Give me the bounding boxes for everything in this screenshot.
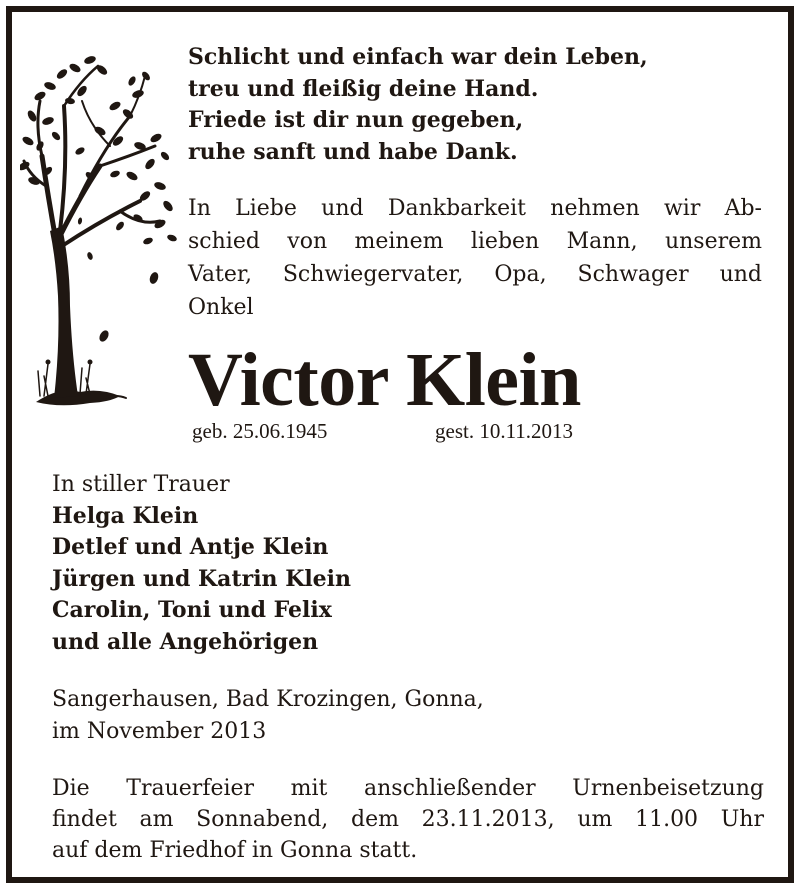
mourner-name: Jürgen und Katrin Klein xyxy=(52,565,352,592)
mourner-name: und alle Angehörigen xyxy=(52,628,319,655)
ceremony-line: auf dem Friedhof in Gonna statt. xyxy=(52,838,418,863)
mourner-name: Detlef und Antje Klein xyxy=(52,534,329,560)
ceremony-line: Die Trauerfeier mit anschließender Urnenbeisetzung xyxy=(52,776,764,801)
poem-line: Schlicht und einfach war dein Leben, xyxy=(188,44,648,70)
poem-line: treu und fleißig deine Hand. xyxy=(188,75,539,102)
mourner-name: Carolin, Toni und Felix xyxy=(52,597,332,623)
poem-line: Friede ist dir nun gegeben, xyxy=(188,107,524,133)
tree-icon xyxy=(20,46,180,416)
intro-line: schied von meinem lieben Mann, unserem xyxy=(188,229,762,254)
place-and-date xyxy=(52,684,612,748)
death-date: gest. 10.11.2013 xyxy=(435,419,574,443)
intro-line: Onkel xyxy=(188,295,254,320)
place-line: im November 2013 xyxy=(52,719,267,744)
intro-line: In Liebe und Dankbarkeit nehmen wir Ab- xyxy=(188,196,762,221)
intro-line: Vater, Schwiegervater, Opa, Schwager und xyxy=(188,262,762,287)
intro-text xyxy=(188,192,762,324)
mourner-name: Helga Klein xyxy=(52,502,199,529)
obituary-notice xyxy=(6,6,794,883)
mourning-heading: In stiller Trauer xyxy=(52,472,230,497)
poem-line: ruhe sanft und habe Dank. xyxy=(188,138,518,165)
deceased-name: Victor Klein xyxy=(188,338,581,422)
ceremony-line: findet am Sonnabend, dem 23.11.2013, um 11.00 Uhr xyxy=(52,807,764,832)
ceremony-info xyxy=(52,773,764,866)
poem-verse xyxy=(188,42,768,168)
place-line: Sangerhausen, Bad Krozingen, Gonna, xyxy=(52,687,484,712)
life-dates xyxy=(192,417,632,445)
birth-date: geb. 25.06.1945 xyxy=(192,419,328,443)
mourners-list xyxy=(52,469,552,658)
